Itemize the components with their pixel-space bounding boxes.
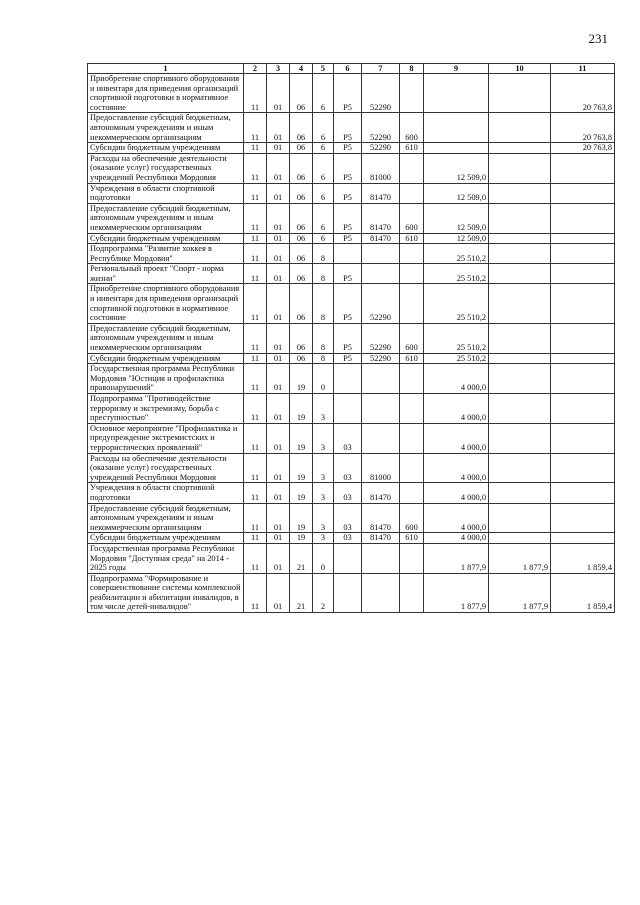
column-header: 7 (362, 64, 400, 74)
amount-cell (424, 143, 489, 154)
amount-cell (551, 483, 615, 503)
code-cell: 11 (244, 244, 267, 264)
code-cell: 06 (290, 323, 313, 353)
amount-cell (551, 284, 615, 323)
amount-cell (489, 423, 551, 453)
code-cell: 81470 (362, 533, 400, 544)
code-cell: 52290 (362, 74, 400, 113)
amount-cell: 12 509,0 (424, 233, 489, 244)
code-cell (334, 394, 362, 424)
code-cell: 8 (313, 284, 334, 323)
code-cell: 11 (244, 183, 267, 203)
code-cell: 610 (400, 533, 424, 544)
amount-cell (551, 264, 615, 284)
column-header: 6 (334, 64, 362, 74)
table-row (88, 483, 615, 503)
amount-cell: 4 000,0 (424, 503, 489, 533)
amount-cell (551, 153, 615, 183)
table-row (88, 284, 615, 323)
code-cell (334, 244, 362, 264)
code-cell: 11 (244, 533, 267, 544)
code-cell (400, 153, 424, 183)
code-cell: 01 (267, 503, 290, 533)
row-name-cell: Учреждения в области спортивной подготовки (88, 483, 244, 503)
table-row (88, 113, 615, 143)
code-cell (362, 423, 400, 453)
code-cell: 81470 (362, 233, 400, 244)
row-name-cell: Субсидии бюджетным учреждениям (88, 143, 244, 154)
code-cell: 01 (267, 483, 290, 503)
table-row (88, 364, 615, 394)
amount-cell: 25 510,2 (424, 284, 489, 323)
code-cell: 01 (267, 233, 290, 244)
code-cell: 01 (267, 153, 290, 183)
row-name-cell: Подпрограмма "Противодействие терроризму и экстремизму, борьба с преступностью" (88, 394, 244, 424)
code-cell: 06 (290, 284, 313, 323)
table-row (88, 233, 615, 244)
amount-cell (551, 453, 615, 483)
code-cell: 11 (244, 394, 267, 424)
code-cell (362, 244, 400, 264)
code-cell: 8 (313, 244, 334, 264)
code-cell: 11 (244, 113, 267, 143)
amount-cell: 1 877,9 (489, 573, 551, 612)
table-row (88, 74, 615, 113)
table-row (88, 353, 615, 364)
code-cell: 19 (290, 423, 313, 453)
code-cell: 01 (267, 423, 290, 453)
code-cell: 6 (313, 113, 334, 143)
code-cell: P5 (334, 203, 362, 233)
row-name-cell: Учреждения в области спортивной подготовки (88, 183, 244, 203)
amount-cell (489, 503, 551, 533)
code-cell: 06 (290, 74, 313, 113)
row-name-cell: Подпрограмма "Формирование и совершенствование системы комплексной реабилитации и абилитации инвалидов, в том числе детей-инвалидов" (88, 573, 244, 612)
code-cell (362, 573, 400, 612)
amount-cell: 4 000,0 (424, 483, 489, 503)
amount-cell (489, 203, 551, 233)
amount-cell (489, 353, 551, 364)
code-cell: 03 (334, 423, 362, 453)
row-name-cell: Приобретение спортивного оборудования и инвентаря для приведения организаций спортивной подготовки в нормативное состояние (88, 284, 244, 323)
code-cell: 06 (290, 113, 313, 143)
code-cell: P5 (334, 143, 362, 154)
table-row (88, 143, 615, 154)
code-cell: 11 (244, 364, 267, 394)
amount-cell (551, 323, 615, 353)
code-cell: 11 (244, 233, 267, 244)
amount-cell: 12 509,0 (424, 153, 489, 183)
code-cell (400, 364, 424, 394)
amount-cell (551, 183, 615, 203)
code-cell: 06 (290, 264, 313, 284)
code-cell: 3 (313, 503, 334, 533)
code-cell: 11 (244, 323, 267, 353)
amount-cell (424, 74, 489, 113)
code-cell: 03 (334, 533, 362, 544)
code-cell: 52290 (362, 113, 400, 143)
code-cell: 81470 (362, 483, 400, 503)
amount-cell: 1 859,4 (551, 573, 615, 612)
code-cell (400, 394, 424, 424)
amount-cell (489, 74, 551, 113)
code-cell: 06 (290, 244, 313, 264)
code-cell: 81470 (362, 183, 400, 203)
table-row (88, 543, 615, 573)
amount-cell: 1 877,9 (489, 543, 551, 573)
code-cell: 19 (290, 503, 313, 533)
code-cell: 03 (334, 503, 362, 533)
code-cell: 3 (313, 453, 334, 483)
amount-cell: 20 763,8 (551, 143, 615, 154)
table-row (88, 533, 615, 544)
code-cell: 21 (290, 573, 313, 612)
code-cell: 01 (267, 183, 290, 203)
code-cell: P5 (334, 74, 362, 113)
code-cell: 6 (313, 183, 334, 203)
amount-cell (551, 353, 615, 364)
table-row (88, 423, 615, 453)
amount-cell: 20 763,8 (551, 74, 615, 113)
code-cell: 03 (334, 483, 362, 503)
budget-table (87, 63, 615, 613)
amount-cell: 12 509,0 (424, 183, 489, 203)
code-cell: 01 (267, 323, 290, 353)
code-cell: 610 (400, 143, 424, 154)
code-cell (334, 364, 362, 394)
table-row (88, 503, 615, 533)
amount-cell: 20 763,8 (551, 113, 615, 143)
amount-cell (551, 533, 615, 544)
code-cell: 6 (313, 203, 334, 233)
code-cell: 52290 (362, 143, 400, 154)
column-header: 4 (290, 64, 313, 74)
table-header-row (88, 64, 615, 74)
code-cell: 11 (244, 543, 267, 573)
amount-cell (489, 244, 551, 264)
code-cell: 11 (244, 264, 267, 284)
code-cell: 01 (267, 74, 290, 113)
column-header: 5 (313, 64, 334, 74)
code-cell (362, 364, 400, 394)
amount-cell: 25 510,2 (424, 264, 489, 284)
code-cell: 81470 (362, 503, 400, 533)
code-cell: 11 (244, 143, 267, 154)
amount-cell (489, 233, 551, 244)
code-cell: 6 (313, 233, 334, 244)
code-cell (400, 74, 424, 113)
code-cell (400, 543, 424, 573)
table-row (88, 323, 615, 353)
code-cell: 06 (290, 233, 313, 244)
row-name-cell: Подпрограмма "Развитие хоккея в Республике Мордовия" (88, 244, 244, 264)
code-cell: P5 (334, 323, 362, 353)
code-cell: P5 (334, 153, 362, 183)
code-cell: 01 (267, 284, 290, 323)
amount-cell: 4 000,0 (424, 453, 489, 483)
code-cell (362, 543, 400, 573)
amount-cell: 1 859,4 (551, 543, 615, 573)
amount-cell: 4 000,0 (424, 364, 489, 394)
code-cell: 8 (313, 264, 334, 284)
code-cell: 03 (334, 453, 362, 483)
row-name-cell: Субсидии бюджетным учреждениям (88, 353, 244, 364)
row-name-cell: Приобретение спортивного оборудования и инвентаря для приведения организаций спортивной подготовки в нормативное состояние (88, 74, 244, 113)
code-cell: 610 (400, 353, 424, 364)
amount-cell (489, 394, 551, 424)
row-name-cell: Субсидии бюджетным учреждениям (88, 233, 244, 244)
amount-cell (489, 533, 551, 544)
code-cell: 11 (244, 353, 267, 364)
code-cell: 01 (267, 143, 290, 154)
code-cell: 600 (400, 113, 424, 143)
code-cell: 600 (400, 323, 424, 353)
row-name-cell: Расходы на обеспечение деятельности (оказание услуг) государственных учреждений Республики Мордовия (88, 453, 244, 483)
code-cell: 11 (244, 483, 267, 503)
code-cell (400, 264, 424, 284)
row-name-cell: Предоставление субсидий бюджетным, автономным учреждениям и иным некоммерческим организациям (88, 113, 244, 143)
code-cell: 01 (267, 394, 290, 424)
amount-cell (489, 183, 551, 203)
code-cell: 06 (290, 183, 313, 203)
amount-cell: 25 510,2 (424, 353, 489, 364)
code-cell: 19 (290, 483, 313, 503)
code-cell (400, 453, 424, 483)
code-cell: 19 (290, 453, 313, 483)
amount-cell: 4 000,0 (424, 423, 489, 453)
table-row (88, 453, 615, 483)
code-cell: 0 (313, 364, 334, 394)
code-cell: 600 (400, 503, 424, 533)
code-cell: 3 (313, 423, 334, 453)
column-header: 11 (551, 64, 615, 74)
amount-cell: 1 877,9 (424, 573, 489, 612)
amount-cell: 25 510,2 (424, 323, 489, 353)
amount-cell (551, 394, 615, 424)
code-cell: 19 (290, 533, 313, 544)
code-cell (400, 284, 424, 323)
code-cell: P5 (334, 233, 362, 244)
code-cell: P5 (334, 264, 362, 284)
code-cell (362, 264, 400, 284)
code-cell: 01 (267, 353, 290, 364)
amount-cell (489, 483, 551, 503)
amount-cell (551, 244, 615, 264)
code-cell: P5 (334, 284, 362, 323)
amount-cell (489, 153, 551, 183)
row-name-cell: Основное мероприятие "Профилактика и предупреждение экстремистских и террористических проявлений" (88, 423, 244, 453)
code-cell: 21 (290, 543, 313, 573)
code-cell: 2 (313, 573, 334, 612)
code-cell: 6 (313, 143, 334, 154)
code-cell: 3 (313, 483, 334, 503)
code-cell: 01 (267, 453, 290, 483)
amount-cell (489, 264, 551, 284)
code-cell: 01 (267, 533, 290, 544)
code-cell: 06 (290, 143, 313, 154)
code-cell: 81000 (362, 453, 400, 483)
column-header: 2 (244, 64, 267, 74)
code-cell: 01 (267, 264, 290, 284)
code-cell: 11 (244, 453, 267, 483)
code-cell: 600 (400, 203, 424, 233)
column-header: 10 (489, 64, 551, 74)
code-cell: 0 (313, 543, 334, 573)
table-row (88, 244, 615, 264)
code-cell (400, 244, 424, 264)
row-name-cell: Государственная программа Республики Мордовия "Юстиция и профилактика правонарушений" (88, 364, 244, 394)
row-name-cell: Расходы на обеспечение деятельности (оказание услуг) государственных учреждений Республики Мордовия (88, 153, 244, 183)
page-number: 231 (588, 31, 608, 46)
code-cell: 01 (267, 364, 290, 394)
code-cell: 06 (290, 203, 313, 233)
code-cell: 8 (313, 323, 334, 353)
code-cell (400, 183, 424, 203)
code-cell: 01 (267, 573, 290, 612)
column-header: 3 (267, 64, 290, 74)
amount-cell (489, 364, 551, 394)
amount-cell (424, 113, 489, 143)
amount-cell (489, 113, 551, 143)
column-header: 8 (400, 64, 424, 74)
amount-cell (551, 503, 615, 533)
amount-cell: 4 000,0 (424, 394, 489, 424)
code-cell: 6 (313, 153, 334, 183)
code-cell: 11 (244, 74, 267, 113)
row-name-cell: Региональный проект "Спорт - норма жизни" (88, 264, 244, 284)
code-cell: 6 (313, 74, 334, 113)
code-cell (334, 543, 362, 573)
amount-cell (489, 143, 551, 154)
code-cell: 19 (290, 394, 313, 424)
table-row (88, 264, 615, 284)
code-cell: 81000 (362, 153, 400, 183)
code-cell: 06 (290, 353, 313, 364)
code-cell (400, 573, 424, 612)
code-cell: 01 (267, 543, 290, 573)
code-cell (362, 394, 400, 424)
amount-cell (489, 323, 551, 353)
amount-cell: 25 510,2 (424, 244, 489, 264)
code-cell: P5 (334, 113, 362, 143)
code-cell: 01 (267, 113, 290, 143)
code-cell (400, 423, 424, 453)
amount-cell: 1 877,9 (424, 543, 489, 573)
amount-cell (551, 423, 615, 453)
code-cell: P5 (334, 353, 362, 364)
amount-cell (551, 364, 615, 394)
amount-cell (551, 203, 615, 233)
code-cell: 11 (244, 423, 267, 453)
code-cell: 3 (313, 394, 334, 424)
code-cell: 52290 (362, 353, 400, 364)
amount-cell: 4 000,0 (424, 533, 489, 544)
code-cell: 19 (290, 364, 313, 394)
table-row (88, 183, 615, 203)
amount-cell (551, 233, 615, 244)
code-cell: P5 (334, 183, 362, 203)
column-header: 9 (424, 64, 489, 74)
table-row (88, 153, 615, 183)
code-cell: 610 (400, 233, 424, 244)
table-row (88, 573, 615, 612)
row-name-cell: Государственная программа Республики Мордовия "Доступная среда" на 2014 - 2025 годы (88, 543, 244, 573)
table-row (88, 203, 615, 233)
code-cell: 52290 (362, 323, 400, 353)
column-header: 1 (88, 64, 244, 74)
table-row (88, 394, 615, 424)
code-cell: 3 (313, 533, 334, 544)
row-name-cell: Предоставление субсидий бюджетным, автономным учреждениям и иным некоммерческим организациям (88, 203, 244, 233)
code-cell: 11 (244, 284, 267, 323)
code-cell: 01 (267, 244, 290, 264)
amount-cell (489, 284, 551, 323)
code-cell: 11 (244, 573, 267, 612)
amount-cell (489, 453, 551, 483)
code-cell: 11 (244, 503, 267, 533)
code-cell: 52290 (362, 284, 400, 323)
code-cell: 11 (244, 203, 267, 233)
code-cell: 8 (313, 353, 334, 364)
code-cell: 06 (290, 153, 313, 183)
code-cell: 01 (267, 203, 290, 233)
row-name-cell: Субсидии бюджетным учреждениям (88, 533, 244, 544)
row-name-cell: Предоставление субсидий бюджетным, автономным учреждениям и иным некоммерческим организациям (88, 323, 244, 353)
amount-cell: 12 509,0 (424, 203, 489, 233)
code-cell (334, 573, 362, 612)
code-cell: 81470 (362, 203, 400, 233)
code-cell: 11 (244, 153, 267, 183)
row-name-cell: Предоставление субсидий бюджетным, автономным учреждениям и иным некоммерческим организациям (88, 503, 244, 533)
code-cell (400, 483, 424, 503)
